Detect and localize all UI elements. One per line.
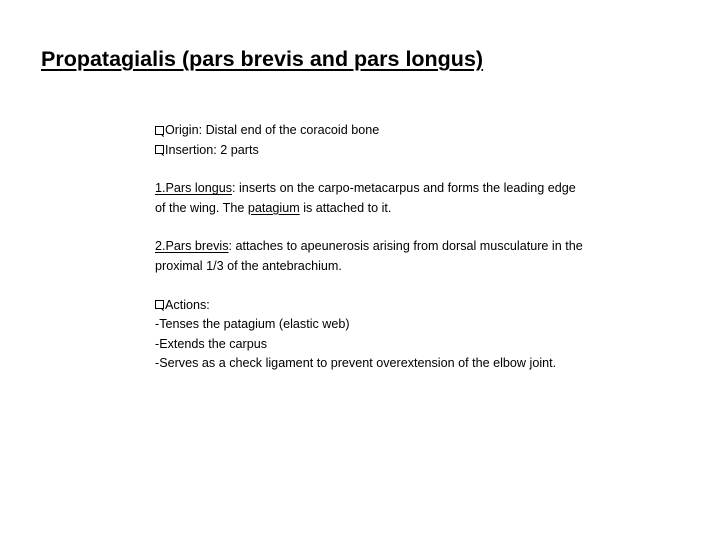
pars-brevis-label: 2.Pars brevis — [155, 239, 229, 254]
actions-heading — [155, 296, 685, 316]
insertion-text: Insertion: 2 parts — [165, 142, 259, 157]
action-item: -Extends the carpus — [155, 336, 268, 351]
action-item: -Serves as a check ligament to prevent overextension of the elbow joint. — [155, 356, 557, 371]
pars-brevis-paragraph — [155, 237, 685, 276]
actions-heading-text: Actions: — [165, 297, 210, 312]
pars-longus-text-line2-pre: of the wing. The — [155, 200, 248, 215]
origin-bullet — [155, 121, 685, 141]
origin-text: Origin: Distal end of the coracoid bone — [165, 123, 380, 137]
pars-longus-paragraph — [155, 179, 685, 218]
slide-title: Propatagialis (pars brevis and pars longus) — [41, 47, 484, 71]
square-checkbox-bullet-icon — [155, 145, 164, 154]
patagium-term: patagium — [247, 200, 300, 215]
pars-longus-text-line2-post: is attached to it. — [299, 200, 392, 215]
insertion-bullet — [155, 141, 685, 161]
square-checkbox-bullet-icon — [155, 126, 164, 135]
slide-content — [155, 121, 685, 374]
actions-section — [155, 296, 685, 374]
square-checkbox-bullet-icon — [155, 300, 164, 309]
pars-brevis-text-line2: proximal 1/3 of the antebrachium. — [155, 258, 342, 273]
action-item: -Tenses the patagium (elastic web) — [155, 317, 350, 332]
pars-longus-text-line1: : inserts on the carpo-metacarpus and forms the leading edge — [232, 181, 576, 196]
pars-longus-label: 1.Pars longus — [155, 181, 233, 196]
pars-brevis-text-line1: : attaches to apeunerosis arising from dorsal musculature in the — [228, 239, 583, 254]
